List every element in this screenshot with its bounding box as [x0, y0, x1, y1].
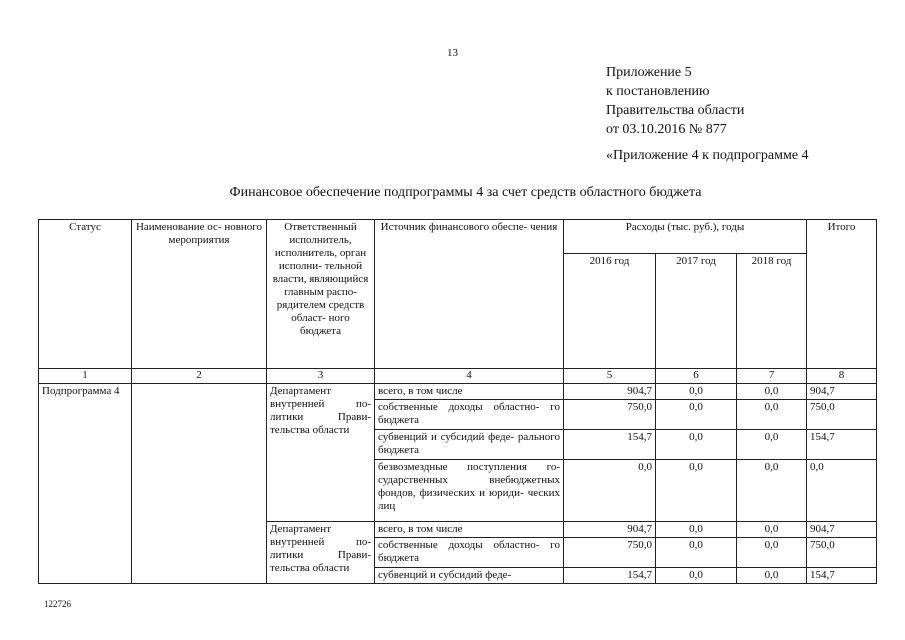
col-index: 5	[564, 369, 656, 384]
value-2016: 154,7	[564, 568, 656, 584]
table-row	[39, 384, 877, 400]
value-2017: 0,0	[656, 400, 737, 430]
source-cell: всего, в том числе	[375, 384, 564, 400]
source-cell: собственные доходы областно- го бюджета	[375, 538, 564, 568]
value-2018: 0,0	[737, 400, 807, 430]
source-cell: собственные доходы областно- го бюджета	[375, 400, 564, 430]
source-cell: субвенций и субсидий феде- рального бюджета	[375, 430, 564, 460]
header-row	[39, 220, 877, 254]
value-total: 904,7	[807, 522, 877, 538]
header-expenses: Расходы (тыс. руб.), годы	[564, 220, 807, 254]
col-index: 3	[267, 369, 375, 384]
value-total: 154,7	[807, 430, 877, 460]
header-status: Статус	[39, 220, 132, 369]
value-2017: 0,0	[656, 460, 737, 522]
col-index: 4	[375, 369, 564, 384]
value-total: 0,0	[807, 460, 877, 522]
value-2017: 0,0	[656, 522, 737, 538]
col-index: 6	[656, 369, 737, 384]
appendix-line: Приложение 5	[606, 65, 692, 80]
value-2018: 0,0	[737, 568, 807, 584]
value-2017: 0,0	[656, 568, 737, 584]
header-executor: Ответственный исполнитель, исполнитель, орган исполни- тельной власти, являющийся главным распо- рядителем средств област- ного бюджета	[267, 220, 375, 369]
col-index: 2	[132, 369, 267, 384]
page-number: 13	[447, 47, 458, 59]
appendix-reference: «Приложение 4 к подпрограмме 4	[606, 148, 809, 163]
document-title: Финансовое обеспечение подпрограммы 4 за счет средств областного бюджета	[229, 185, 702, 200]
header-total: Итого	[807, 220, 877, 369]
col-index: 8	[807, 369, 877, 384]
source-cell: безвозмездные поступления го- сударственных внебюджетных фондов, физических и юриди- ческих лиц	[375, 460, 564, 522]
value-2018: 0,0	[737, 538, 807, 568]
value-total: 750,0	[807, 400, 877, 430]
status-cell: Подпрограмма 4	[39, 384, 132, 584]
executor-cell: Департамент внутренней по- литики Прави- тельства области	[267, 522, 375, 584]
value-2018: 0,0	[737, 460, 807, 522]
value-2016: 154,7	[564, 430, 656, 460]
value-2016: 750,0	[564, 538, 656, 568]
value-2017: 0,0	[656, 430, 737, 460]
appendix-header	[606, 63, 744, 139]
value-2016: 750,0	[564, 400, 656, 430]
col-index: 1	[39, 369, 132, 384]
value-total: 750,0	[807, 538, 877, 568]
value-total: 154,7	[807, 568, 877, 584]
header-year-2018: 2018 год	[737, 254, 807, 369]
value-2017: 0,0	[656, 538, 737, 568]
value-2016: 904,7	[564, 522, 656, 538]
appendix-line: к постановлению	[606, 84, 710, 99]
value-2017: 0,0	[656, 384, 737, 400]
value-total: 904,7	[807, 384, 877, 400]
value-2018: 0,0	[737, 384, 807, 400]
value-2016: 0,0	[564, 460, 656, 522]
appendix-line: Правительства области	[606, 103, 745, 118]
appendix-line: от 03.10.2016 № 877	[606, 122, 727, 137]
measure-cell	[132, 384, 267, 584]
header-source: Источник финансового обеспе- чения	[375, 220, 564, 369]
value-2018: 0,0	[737, 522, 807, 538]
header-measure: Наименование ос- новного мероприятия	[132, 220, 267, 369]
value-2018: 0,0	[737, 430, 807, 460]
col-index: 7	[737, 369, 807, 384]
value-2016: 904,7	[564, 384, 656, 400]
financing-table	[38, 219, 877, 584]
header-year-2017: 2017 год	[656, 254, 737, 369]
source-cell: всего, в том числе	[375, 522, 564, 538]
column-index-row	[39, 369, 877, 384]
footer-code: 122726	[44, 599, 71, 609]
source-cell: субвенций и субсидий феде-	[375, 568, 564, 584]
executor-cell: Департамент внутренней по- литики Прави- тельства области	[267, 384, 375, 522]
header-year-2016: 2016 год	[564, 254, 656, 369]
